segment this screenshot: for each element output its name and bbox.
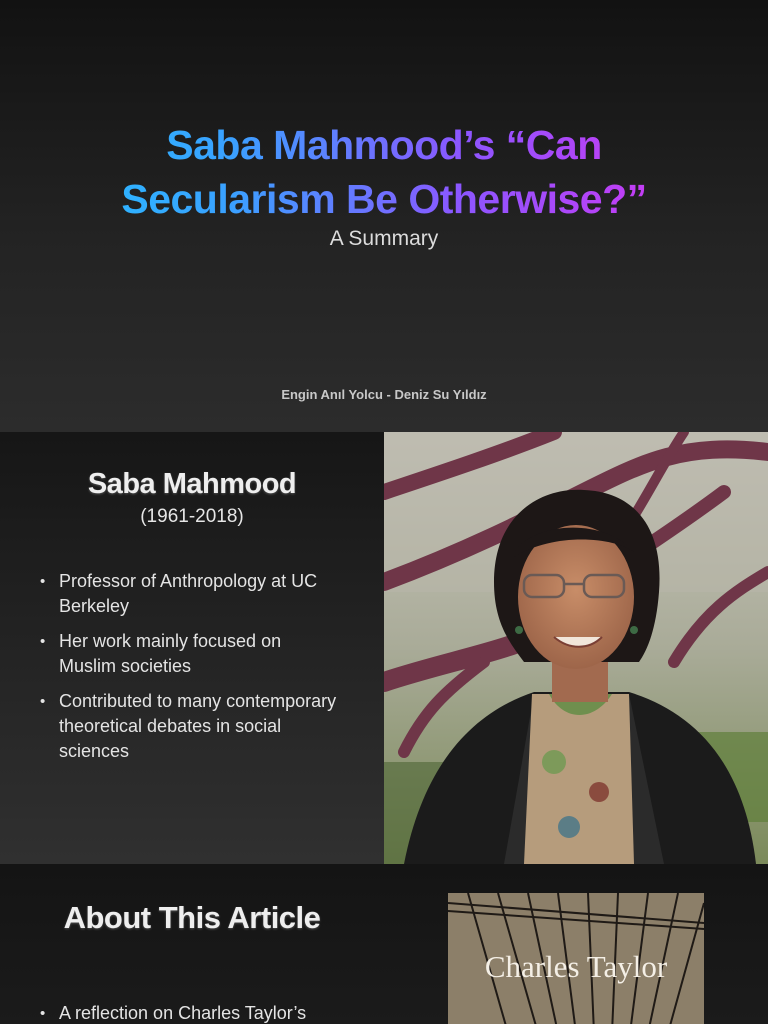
book-cover-author: Charles Taylor xyxy=(484,949,668,984)
title-line-2: Secularism Be Otherwise?” xyxy=(121,176,647,222)
bio-bullet: • Her work mainly focused on Muslim societies xyxy=(40,629,340,679)
title-slide xyxy=(0,0,768,432)
bio-bullet: • Contributed to many contemporary theoretical debates in social sciences xyxy=(40,689,340,764)
bio-slide xyxy=(0,432,768,864)
book-cover-image xyxy=(448,893,704,1024)
bio-years: (1961-2018) xyxy=(140,506,244,527)
article-heading: About This Article xyxy=(63,900,321,935)
authors-line: Engin Anıl Yolcu - Deniz Su Yıldız xyxy=(281,387,487,402)
portrait-illustration xyxy=(384,432,768,864)
presentation-title xyxy=(0,118,768,226)
title-line-1: Saba Mahmood’s “Can xyxy=(166,122,602,168)
article-bullet: • A reflection on Charles Taylor’s xyxy=(40,1001,340,1024)
article-slide xyxy=(0,864,768,1024)
article-bullet-list xyxy=(40,1001,340,1024)
bio-name-heading: Saba Mahmood xyxy=(87,468,297,500)
bio-bullet: • Professor of Anthropology at UC Berkeley xyxy=(40,569,340,619)
portrait-photo xyxy=(384,432,768,864)
bio-bullet-list xyxy=(40,569,340,774)
presentation-subtitle: A Summary xyxy=(329,227,439,250)
